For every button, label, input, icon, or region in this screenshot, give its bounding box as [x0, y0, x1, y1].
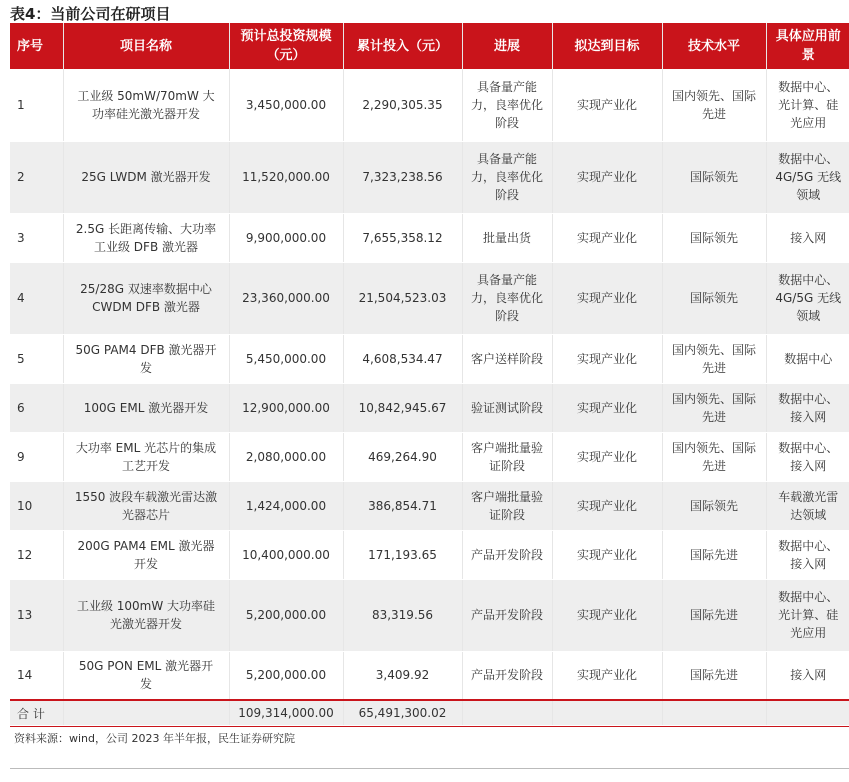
goal-cell: 实现产业化: [552, 432, 662, 481]
application-cell: 数据中心、4G/5G 无线领域: [766, 262, 849, 334]
column-header: 拟达到目标: [552, 23, 662, 69]
table-row: [10, 530, 849, 579]
tech-level-cell: 国内领先、国际先进: [662, 334, 766, 383]
tech-level-cell: 国内领先、国际先进: [662, 383, 766, 432]
application-cell: 数据中心、光计算、硅光应用: [766, 69, 849, 141]
budget-cell: 10,400,000.00: [229, 530, 343, 579]
table-row: [10, 69, 849, 141]
table-row: [10, 213, 849, 262]
projects-table: [10, 23, 849, 725]
invested-cell: 83,319.56: [343, 579, 462, 651]
goal-cell: 实现产业化: [552, 334, 662, 383]
goal-cell: 实现产业化: [552, 383, 662, 432]
tech-level-cell: 国际领先: [662, 213, 766, 262]
total-budget: 109,314,000.00: [229, 700, 343, 725]
progress-cell: 客户送样阶段: [462, 334, 552, 383]
progress-cell: 产品开发阶段: [462, 579, 552, 651]
project-name-cell: 50G PON EML 激光器开发: [63, 651, 229, 700]
column-header: 累计投入（元）: [343, 23, 462, 69]
column-header: 进展: [462, 23, 552, 69]
project-name-cell: 200G PAM4 EML 激光器开发: [63, 530, 229, 579]
application-cell: 接入网: [766, 651, 849, 700]
seq-cell: 6: [10, 383, 63, 432]
total-empty-cell: [63, 700, 229, 725]
progress-cell: 具备量产能力，良率优化阶段: [462, 69, 552, 141]
bottom-rule: [10, 726, 849, 727]
total-empty-cell: [766, 700, 849, 725]
progress-cell: 客户端批量验证阶段: [462, 481, 552, 530]
budget-cell: 11,520,000.00: [229, 141, 343, 213]
application-cell: 数据中心、接入网: [766, 383, 849, 432]
application-cell: 数据中心、光计算、硅光应用: [766, 579, 849, 651]
project-name-cell: 25G LWDM 激光器开发: [63, 141, 229, 213]
budget-cell: 12,900,000.00: [229, 383, 343, 432]
table-row: [10, 432, 849, 481]
table-row: [10, 481, 849, 530]
goal-cell: 实现产业化: [552, 481, 662, 530]
total-empty-cell: [662, 700, 766, 725]
project-name-cell: 工业级 50mW/70mW 大功率硅光激光器开发: [63, 69, 229, 141]
project-name-cell: 100G EML 激光器开发: [63, 383, 229, 432]
budget-cell: 23,360,000.00: [229, 262, 343, 334]
application-cell: 数据中心、4G/5G 无线领域: [766, 141, 849, 213]
column-header: 序号: [10, 23, 63, 69]
budget-cell: 5,200,000.00: [229, 579, 343, 651]
table-row: [10, 651, 849, 700]
budget-cell: 1,424,000.00: [229, 481, 343, 530]
goal-cell: 实现产业化: [552, 579, 662, 651]
seq-cell: 4: [10, 262, 63, 334]
project-name-cell: 2.5G 长距离传输、大功率工业级 DFB 激光器: [63, 213, 229, 262]
budget-cell: 5,200,000.00: [229, 651, 343, 700]
goal-cell: 实现产业化: [552, 141, 662, 213]
invested-cell: 7,655,358.12: [343, 213, 462, 262]
goal-cell: 实现产业化: [552, 530, 662, 579]
project-name-cell: 1550 波段车载激光雷达激光器芯片: [63, 481, 229, 530]
tech-level-cell: 国际先进: [662, 530, 766, 579]
project-name-cell: 工业级 100mW 大功率硅光激光器开发: [63, 579, 229, 651]
project-name-cell: 50G PAM4 DFB 激光器开发: [63, 334, 229, 383]
table-title: 表4：当前公司在研项目: [10, 5, 171, 23]
budget-cell: 3,450,000.00: [229, 69, 343, 141]
goal-cell: 实现产业化: [552, 69, 662, 141]
seq-cell: 13: [10, 579, 63, 651]
invested-cell: 4,608,534.47: [343, 334, 462, 383]
tech-level-cell: 国际领先: [662, 141, 766, 213]
progress-cell: 具备量产能力，良率优化阶段: [462, 262, 552, 334]
project-name-cell: 大功率 EML 光芯片的集成工艺开发: [63, 432, 229, 481]
total-invested: 65,491,300.02: [343, 700, 462, 725]
progress-cell: 验证测试阶段: [462, 383, 552, 432]
application-cell: 车载激光雷达领域: [766, 481, 849, 530]
seq-cell: 12: [10, 530, 63, 579]
seq-cell: 1: [10, 69, 63, 141]
column-header: 项目名称: [63, 23, 229, 69]
table-row: [10, 383, 849, 432]
column-header: 技术水平: [662, 23, 766, 69]
tech-level-cell: 国内领先、国际先进: [662, 69, 766, 141]
total-empty-cell: [552, 700, 662, 725]
invested-cell: 7,323,238.56: [343, 141, 462, 213]
invested-cell: 3,409.92: [343, 651, 462, 700]
footer-divider: [10, 768, 849, 769]
tech-level-cell: 国内领先、国际先进: [662, 432, 766, 481]
progress-cell: 产品开发阶段: [462, 651, 552, 700]
seq-cell: 9: [10, 432, 63, 481]
seq-cell: 2: [10, 141, 63, 213]
column-header: 预计总投资规模（元）: [229, 23, 343, 69]
header-row: [10, 23, 849, 69]
progress-cell: 客户端批量验证阶段: [462, 432, 552, 481]
column-header: 具体应用前景: [766, 23, 849, 69]
tech-level-cell: 国际先进: [662, 651, 766, 700]
progress-cell: 具备量产能力，良率优化阶段: [462, 141, 552, 213]
progress-cell: 批量出货: [462, 213, 552, 262]
application-cell: 数据中心、接入网: [766, 530, 849, 579]
table-row: [10, 141, 849, 213]
budget-cell: 9,900,000.00: [229, 213, 343, 262]
progress-cell: 产品开发阶段: [462, 530, 552, 579]
invested-cell: 10,842,945.67: [343, 383, 462, 432]
invested-cell: 386,854.71: [343, 481, 462, 530]
application-cell: 数据中心、接入网: [766, 432, 849, 481]
tech-level-cell: 国际先进: [662, 579, 766, 651]
tech-level-cell: 国际领先: [662, 481, 766, 530]
seq-cell: 10: [10, 481, 63, 530]
invested-cell: 2,290,305.35: [343, 69, 462, 141]
goal-cell: 实现产业化: [552, 262, 662, 334]
source-note: 资料来源：wind，公司 2023 年半年报，民生证券研究院: [14, 732, 295, 745]
project-name-cell: 25/28G 双速率数据中心 CWDM DFB 激光器: [63, 262, 229, 334]
table-row: [10, 262, 849, 334]
seq-cell: 5: [10, 334, 63, 383]
seq-cell: 14: [10, 651, 63, 700]
application-cell: 接入网: [766, 213, 849, 262]
budget-cell: 5,450,000.00: [229, 334, 343, 383]
budget-cell: 2,080,000.00: [229, 432, 343, 481]
tech-level-cell: 国际领先: [662, 262, 766, 334]
invested-cell: 171,193.65: [343, 530, 462, 579]
application-cell: 数据中心: [766, 334, 849, 383]
total-empty-cell: [462, 700, 552, 725]
invested-cell: 469,264.90: [343, 432, 462, 481]
total-label: 合 计: [10, 700, 63, 725]
table-row: [10, 579, 849, 651]
seq-cell: 3: [10, 213, 63, 262]
goal-cell: 实现产业化: [552, 651, 662, 700]
table-row: [10, 334, 849, 383]
goal-cell: 实现产业化: [552, 213, 662, 262]
invested-cell: 21,504,523.03: [343, 262, 462, 334]
total-row: [10, 700, 849, 725]
